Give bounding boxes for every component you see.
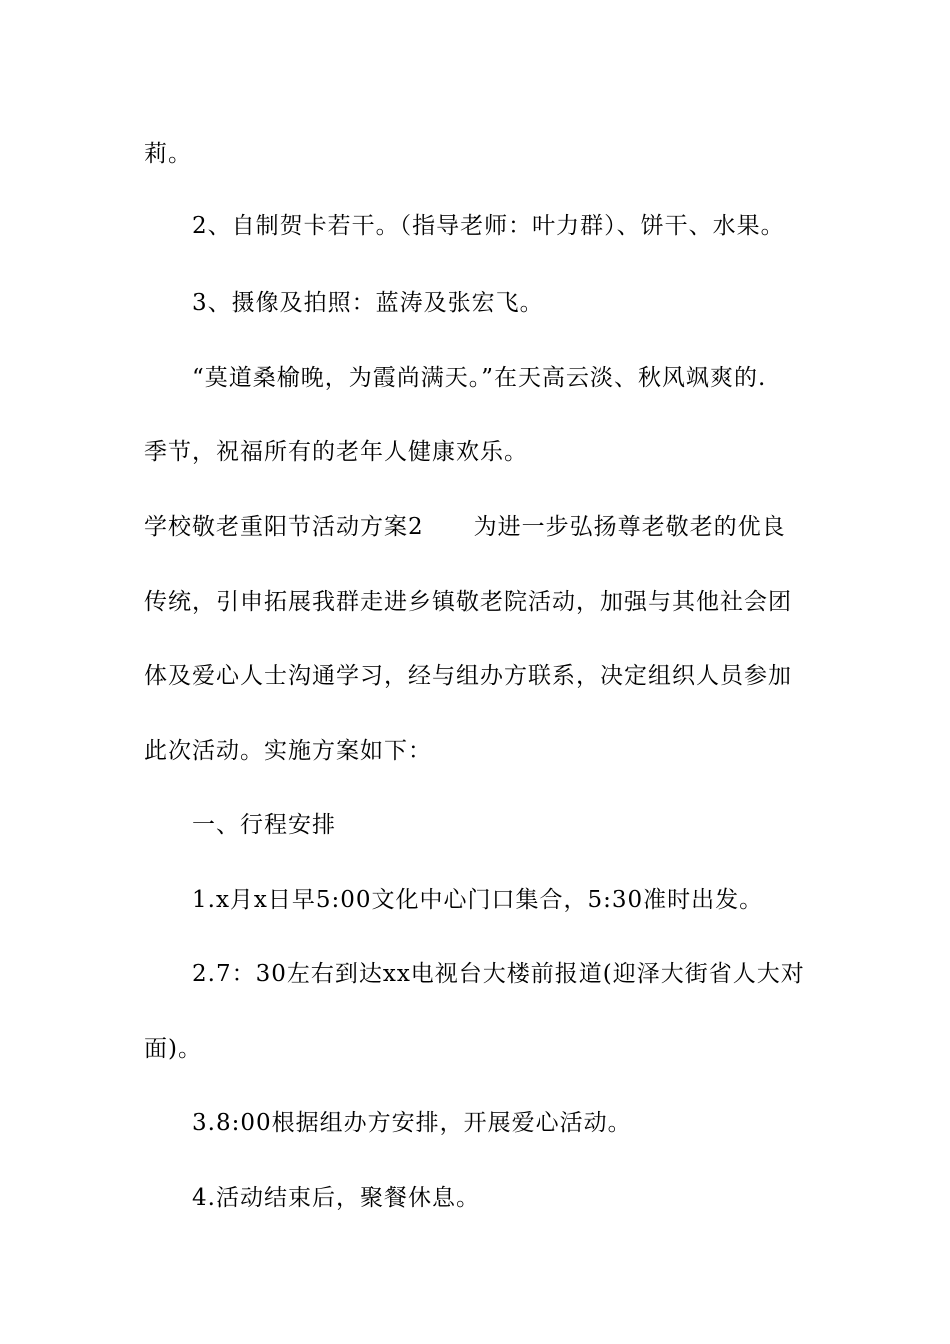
text-line: 4.活动结束后，聚餐休息。 <box>192 1185 480 1211</box>
text-line: 莉。 <box>144 141 192 167</box>
text-line: 此次活动。实施方案如下： <box>144 738 432 764</box>
text-line: 2、自制贺卡若干。（指导老师：叶力群）、饼干、水果。 <box>192 213 785 239</box>
text-line: “莫道桑榆晚，为霞尚满天。”在天高云淡、秋风飒爽的. <box>192 365 767 391</box>
text-line: 季节，祝福所有的老年人健康欢乐。 <box>144 439 528 465</box>
text-line: 面)。 <box>144 1036 202 1062</box>
text-line: 体及爱心人士沟通学习，经与组办方联系，决定组织人员参加 <box>144 663 792 689</box>
text-line: 传统，引申拓展我群走进乡镇敬老院活动，加强与其他社会团 <box>144 589 792 615</box>
section-title: 学校敬老重阳节活动方案2 <box>144 514 424 540</box>
subsection-heading: 一、行程安排 <box>192 812 336 838</box>
text-line: 为进一步弘扬尊老敬老的优良 <box>473 514 786 540</box>
section-heading-line <box>144 512 786 542</box>
text-line: 3.8:00根据组办方安排，开展爱心活动。 <box>192 1110 632 1136</box>
text-line: 1.x月x日早5:00文化中心门口集合，5:30准时出发。 <box>192 887 764 913</box>
text-line: 3、摄像及拍照：蓝涛及张宏飞。 <box>192 290 544 316</box>
text-line: 2.7：30左右到达xx电视台大楼前报道(迎泽大街省人大对 <box>192 961 805 987</box>
